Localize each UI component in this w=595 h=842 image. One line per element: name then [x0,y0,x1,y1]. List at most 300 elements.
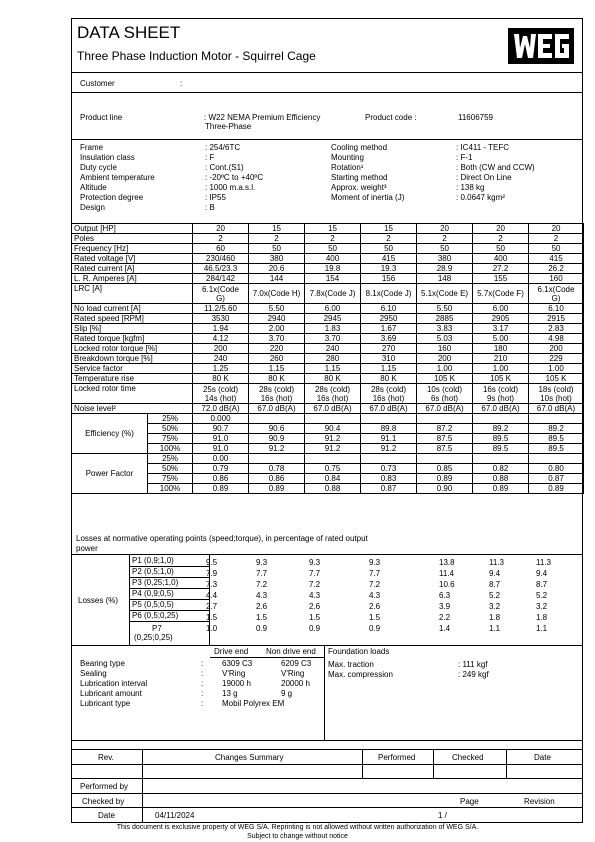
cell-value [361,414,417,424]
loss-value: 9.3 [256,558,268,567]
loss-value: 1.5 [309,613,321,622]
losses-title: Losses at normative operating points (speed;torque), in percentage of rated output [76,534,368,543]
load-label: 100% [148,444,193,454]
cell-value: 1.00 [529,364,584,374]
cell-value: 284/142 [193,274,249,284]
cell-value: 50 [529,244,584,254]
cell-value: 230/460 [193,254,249,264]
cell-value: 1.67 [361,324,417,334]
loss-value: 2.2 [439,613,451,622]
cell-line: G) [551,293,561,303]
cell-value: 200 [529,344,584,354]
customer-label: Customer [80,79,115,88]
cell-value: 0.78 [249,464,305,474]
cell-line: 14s (hot) [204,393,237,403]
cell-value: 26.2 [529,264,584,274]
cell-value [473,414,529,424]
cell-value: 28.9 [417,264,473,274]
cell-line: 16s (hot) [372,393,405,403]
page-subtitle: Three Phase Induction Motor - Squirrel Cage [77,49,316,63]
cell-value: 87.2 [417,424,473,434]
load-label: 100% [148,484,193,494]
spec-label: Moment of inertia (J) [331,193,405,202]
loss-value: 2.6 [256,602,268,611]
cell-value: 72.0 dB(A) [193,404,249,414]
loss-value: 4.4 [206,591,218,600]
table-row [72,224,584,234]
row-label: Locked rotor torque [%] [72,344,193,354]
cell-value: 2950 [361,314,417,324]
cell-value: 0.80 [529,464,584,474]
bearing-drive-end: 6309 C3 [222,659,253,668]
cell-value: 3.69 [361,334,417,344]
page-value: 1 / [438,811,447,820]
cell-line: 18s (cold) [538,384,574,394]
cell-value: 60 [193,244,249,254]
cell-value: 0.88 [305,484,361,494]
table-row [72,234,584,244]
spec-label: Altitude [80,183,107,192]
table-row [72,284,584,304]
cell-value: 0.88 [473,474,529,484]
cell-value: 2 [249,234,305,244]
cell-value: 2940 [249,314,305,324]
bearing-drive-end: 13 g [222,689,238,698]
loss-value: 4.3 [309,591,321,600]
cell-value: 2 [193,234,249,244]
cell-value: 380 [417,254,473,264]
bearing-drive-end: Mobil Polyrex EM [222,699,285,708]
cell-value: 0.89 [249,484,305,494]
cell-value [305,384,361,404]
cell-value: 91.2 [305,434,361,444]
loss-value: 0.9 [369,624,381,633]
spec-label: Approx. weight³ [331,183,387,192]
cell-value: 415 [529,254,584,264]
bearing-non-drive-end: 20000 h [281,679,310,688]
spec-label: Protection degree [80,193,144,202]
cell-line: 28s (cold) [370,384,407,394]
performance-table [71,223,584,494]
page-label: Page [460,797,479,806]
cell-value: 380 [249,254,305,264]
table-row [72,354,584,364]
cell-value: 2 [361,234,417,244]
bearing-drive-end: V'Ring [222,669,246,678]
cell-value: 89.5 [529,434,584,444]
cell-value: 1.00 [473,364,529,374]
cell-line: 5.1x(Code E) [420,289,469,298]
cell-line: 16s (hot) [260,393,293,403]
efficiency-label: Efficiency (%) [72,414,148,454]
row-label: L. R. Amperes [A] [72,274,193,284]
loss-point-label: P2 (0,5;1,0) [132,567,174,576]
cell-value: 87.5 [417,444,473,454]
bearing-row-label: Lubricant amount [80,689,142,698]
cell-value [417,414,473,424]
cell-value: 20 [529,224,584,234]
bearing-row-colon: : [201,689,204,698]
row-label: Noise level² [72,404,193,414]
cell-value: 91.2 [305,444,361,454]
table-row [72,244,584,254]
spec-label: Starting method [331,173,388,182]
cell-value: 90.4 [305,424,361,434]
foundation-label: Max. compression [328,670,393,679]
product-line-value-2: Three-Phase [205,122,252,131]
loss-value: 7.9 [206,569,218,578]
cell-value [249,414,305,424]
rev-header: Rev. [98,753,114,762]
foundation-label: Max. traction [328,660,374,669]
cell-value: 89.2 [473,424,529,434]
cell-value: 0.89 [417,474,473,484]
row-label: LRC [A] [72,284,193,304]
date-value: 04/11/2024 [155,811,195,820]
loss-value: 11.3 [536,558,551,567]
cell-value: 1.94 [193,324,249,334]
spec-label: Ambient temperature [80,173,155,182]
spec-value: : 1000 m.a.s.l. [205,183,256,192]
cell-value [529,384,584,404]
cell-value: 90.7 [193,424,249,434]
cell-value: 160 [529,274,584,284]
cell-value [249,454,305,464]
footer-line-2: Subject to change without notice [247,833,348,840]
cell-value [193,384,249,404]
cell-line: 10s (hot) [540,393,572,403]
loss-value: 9.4 [536,569,548,578]
cell-value: 280 [305,354,361,364]
spec-value: : B [205,203,215,212]
bearing-non-drive-end: 6209 C3 [281,659,312,668]
loss-point-label: P6 (0,5;0,25) [132,611,179,620]
table-row [72,314,584,324]
cell-value: 5.03 [417,334,473,344]
cell-line: 6.1x(Code [202,284,239,294]
date-header: Date [534,753,551,762]
cell-value: 67.0 dB(A) [249,404,305,414]
loss-value: 11.4 [439,569,454,578]
loss-point-label-2: (0,25;0,25) [134,633,173,642]
footer-line-1: This document is exclusive property of WEG S/A. Reprinting is not allowed without written authorization of WEG S/A. [116,824,479,831]
cell-line: 8.1x(Code J) [365,289,412,298]
loss-value: 7.3 [206,580,218,589]
cell-value: 105 K [417,374,473,384]
cell-value: 0.79 [193,464,249,474]
cell-value: 0.82 [473,464,529,474]
cell-value: 67.0 dB(A) [417,404,473,414]
spec-value: : -20ºC to +40ºC [205,173,264,182]
bearing-row-colon: : [201,679,204,688]
row-label: Poles [72,234,193,244]
table-row [72,374,584,384]
cell-value: 91.2 [361,444,417,454]
loss-point-label: P3 (0,25;1,0) [132,578,179,587]
cell-line: 6s (hot) [430,393,459,403]
load-label: 50% [148,464,193,474]
spec-label: Insulation class [80,153,135,162]
cell-value: 260 [249,354,305,364]
cell-value: 91.0 [193,444,249,454]
cell-value [361,384,417,404]
cell-value: 80 K [305,374,361,384]
cell-value: 15 [249,224,305,234]
cell-value: 2 [305,234,361,244]
cell-value: 19.8 [305,264,361,274]
load-label: 25% [148,454,193,464]
revision-label: Revision [524,797,555,806]
cell-value: 0.87 [361,484,417,494]
cell-value: 90.6 [249,424,305,434]
data-sheet [71,18,583,823]
cell-value: 3.70 [249,334,305,344]
cell-line: 5.7x(Code F) [477,289,524,298]
product-line-label: Product line [80,113,123,122]
cell-value: 20.6 [249,264,305,274]
cell-value: 1.15 [249,364,305,374]
cell-value: 91.0 [193,434,249,444]
bearing-row-colon: : [201,669,204,678]
cell-value: 46.5/23.3 [193,264,249,274]
cell-value: 240 [193,354,249,364]
cell-value: 400 [473,254,529,264]
loss-value: 4.3 [369,591,381,600]
cell-value: 2945 [305,314,361,324]
spec-label: Duty cycle [80,163,117,172]
cell-value: 2915 [529,314,584,324]
cell-value: 229 [529,354,584,364]
drive-end-header: Drive end [214,647,249,656]
cell-value: 0.89 [473,484,529,494]
cell-value: 6.00 [305,304,361,314]
cell-line: 16s (cold) [482,384,519,394]
performed-by-label: Performed by [80,782,129,791]
spec-value: : 254/6TC [205,143,241,152]
cell-value: 1.15 [361,364,417,374]
bearing-row-colon: : [201,659,204,668]
loss-point-label: P5 (0,5;0,5) [132,600,174,609]
table-row [72,334,584,344]
loss-value: 7.2 [369,580,381,589]
cell-value: 67.0 dB(A) [361,404,417,414]
cell-value: 2.83 [529,324,584,334]
cell-value: 0.89 [529,484,584,494]
loss-value: 1.0 [206,624,218,633]
cell-value: 155 [473,274,529,284]
cell-value: 50 [473,244,529,254]
spec-value: : Cont.(S1) [205,163,244,172]
cell-value: 0.83 [361,474,417,484]
cell-value: 180 [473,344,529,354]
table-row [72,304,584,314]
spec-value: : IP55 [205,193,226,202]
spec-label: Mounting [331,153,364,162]
cell-value: 89.5 [473,444,529,454]
loss-value: 1.4 [439,624,451,633]
cell-value: 0.89 [193,484,249,494]
load-label: 75% [148,474,193,484]
load-label: 75% [148,434,193,444]
table-row [72,454,584,464]
cell-value: 15 [305,224,361,234]
cell-value [249,384,305,404]
cell-value: 0.85 [417,464,473,474]
table-row [72,414,584,424]
loss-value: 8.7 [536,580,548,589]
cell-value: 6.00 [473,304,529,314]
cell-value [473,284,529,304]
checked-by-label: Checked by [82,797,125,806]
cell-value: 0.84 [305,474,361,484]
loss-value: 10.6 [439,580,455,589]
loss-value: 4.3 [256,591,268,600]
cell-value: 89.2 [529,424,584,434]
cell-value: 80 K [193,374,249,384]
loss-value: 9.4 [489,569,501,578]
cell-value: 0.00 [193,454,249,464]
cell-value: 0.87 [529,474,584,484]
cell-value: 67.0 dB(A) [473,404,529,414]
table-row [72,344,584,354]
cell-value: 0.000 [193,414,249,424]
table-row [72,484,584,494]
cell-value: 5.50 [249,304,305,314]
spec-value: : 138 kg [456,183,485,192]
spec-value: : Direct On Line [456,173,512,182]
loss-value: 9.3 [369,558,381,567]
loss-value: 2.7 [206,602,218,611]
cell-value: 156 [361,274,417,284]
cell-value: 148 [417,274,473,284]
cell-value: 67.0 dB(A) [529,404,584,414]
cell-value: 415 [361,254,417,264]
loss-value: 9.5 [206,558,218,567]
cell-line: 7.8x(Code J) [309,289,356,298]
cell-line: 28s (cold) [314,384,351,394]
losses-title-2: power [76,544,98,553]
row-label: Service factor [72,364,193,374]
loss-value: 7.7 [369,569,381,578]
cell-value: 6.10 [529,304,584,314]
cell-value [305,414,361,424]
cell-value: 6.10 [361,304,417,314]
cell-value: 2905 [473,314,529,324]
cell-line: 28s (cold) [258,384,295,394]
cell-value [305,284,361,304]
cell-value [473,454,529,464]
row-label: No load current [A] [72,304,193,314]
table-row [72,264,584,274]
cell-value: 220 [249,344,305,354]
spec-value: : F [205,153,215,162]
cell-value [305,454,361,464]
row-label: Output [HP] [72,224,193,234]
bearing-non-drive-end: V'Ring [281,669,305,678]
table-row [72,404,584,414]
cell-value [529,414,584,424]
bearing-drive-end: 19000 h [222,679,251,688]
cell-line: 9s (hot) [486,393,515,403]
cell-value: 50 [305,244,361,254]
cell-value [361,284,417,304]
spec-value: : 0.0647 kgm² [456,193,505,202]
cell-line: 10s (cold) [426,384,463,394]
bearing-row-label: Bearing type [80,659,125,668]
cell-value [417,284,473,304]
load-label: 25% [148,414,193,424]
table-row [72,434,584,444]
cell-value: 2 [473,234,529,244]
loss-value: 1.8 [489,613,501,622]
loss-value: 8.7 [489,580,501,589]
loss-value: 13.8 [439,558,455,567]
cell-value: 20 [417,224,473,234]
spec-value: : Both (CW and CCW) [456,163,535,172]
loss-value: 2.6 [369,602,381,611]
cell-value: 1.15 [305,364,361,374]
page-title: DATA SHEET [77,23,181,42]
loss-value: 7.7 [256,569,268,578]
cell-value: 0.73 [361,464,417,474]
checked-header: Checked [452,753,484,762]
table-row [72,274,584,284]
cell-value: 50 [249,244,305,254]
cell-value: 1.00 [417,364,473,374]
cell-value: 4.98 [529,334,584,344]
cell-value: 144 [249,274,305,284]
cell-value: 3.83 [417,324,473,334]
cell-value: 3.70 [305,334,361,344]
spec-value: : IC411 - TEFC [456,143,510,152]
loss-value: 1.8 [536,613,548,622]
row-label: Breakdown torque [%] [72,354,193,364]
cell-value [417,384,473,404]
table-row [72,324,584,334]
bearing-row-label: Sealing [80,669,107,678]
loss-value: 2.6 [309,602,321,611]
cell-value: 11.2/5.60 [193,304,249,314]
loss-value: 1.5 [369,613,381,622]
cell-value: 80 K [361,374,417,384]
bearing-row-label: Lubrication interval [80,679,148,688]
cell-value: 200 [417,354,473,364]
load-label: 50% [148,424,193,434]
cell-value: 210 [473,354,529,364]
cell-value: 4.12 [193,334,249,344]
loss-value: 7.2 [256,580,268,589]
performed-header: Performed [378,753,416,762]
foundation-title: Foundation loads [328,647,390,656]
loss-point-label: P7 [152,624,162,633]
cell-line: G) [216,293,225,303]
cell-value: 1.83 [305,324,361,334]
loss-value: 1.5 [206,613,218,622]
product-code-label: Product code : [365,113,417,122]
loss-value: 11.3 [489,558,504,567]
cell-value [249,284,305,304]
row-label: Frequency [Hz] [72,244,193,254]
cell-value [193,284,249,304]
cell-value: 5.50 [417,304,473,314]
weg-logo [508,28,574,64]
cell-value: 2885 [417,314,473,324]
foundation-value: : 249 kgf [458,670,489,679]
loss-point-label: P1 (0,9;1,0) [132,556,174,565]
cell-value: 0.86 [249,474,305,484]
row-label: Rated voltage [V] [72,254,193,264]
cell-value: 154 [305,274,361,284]
